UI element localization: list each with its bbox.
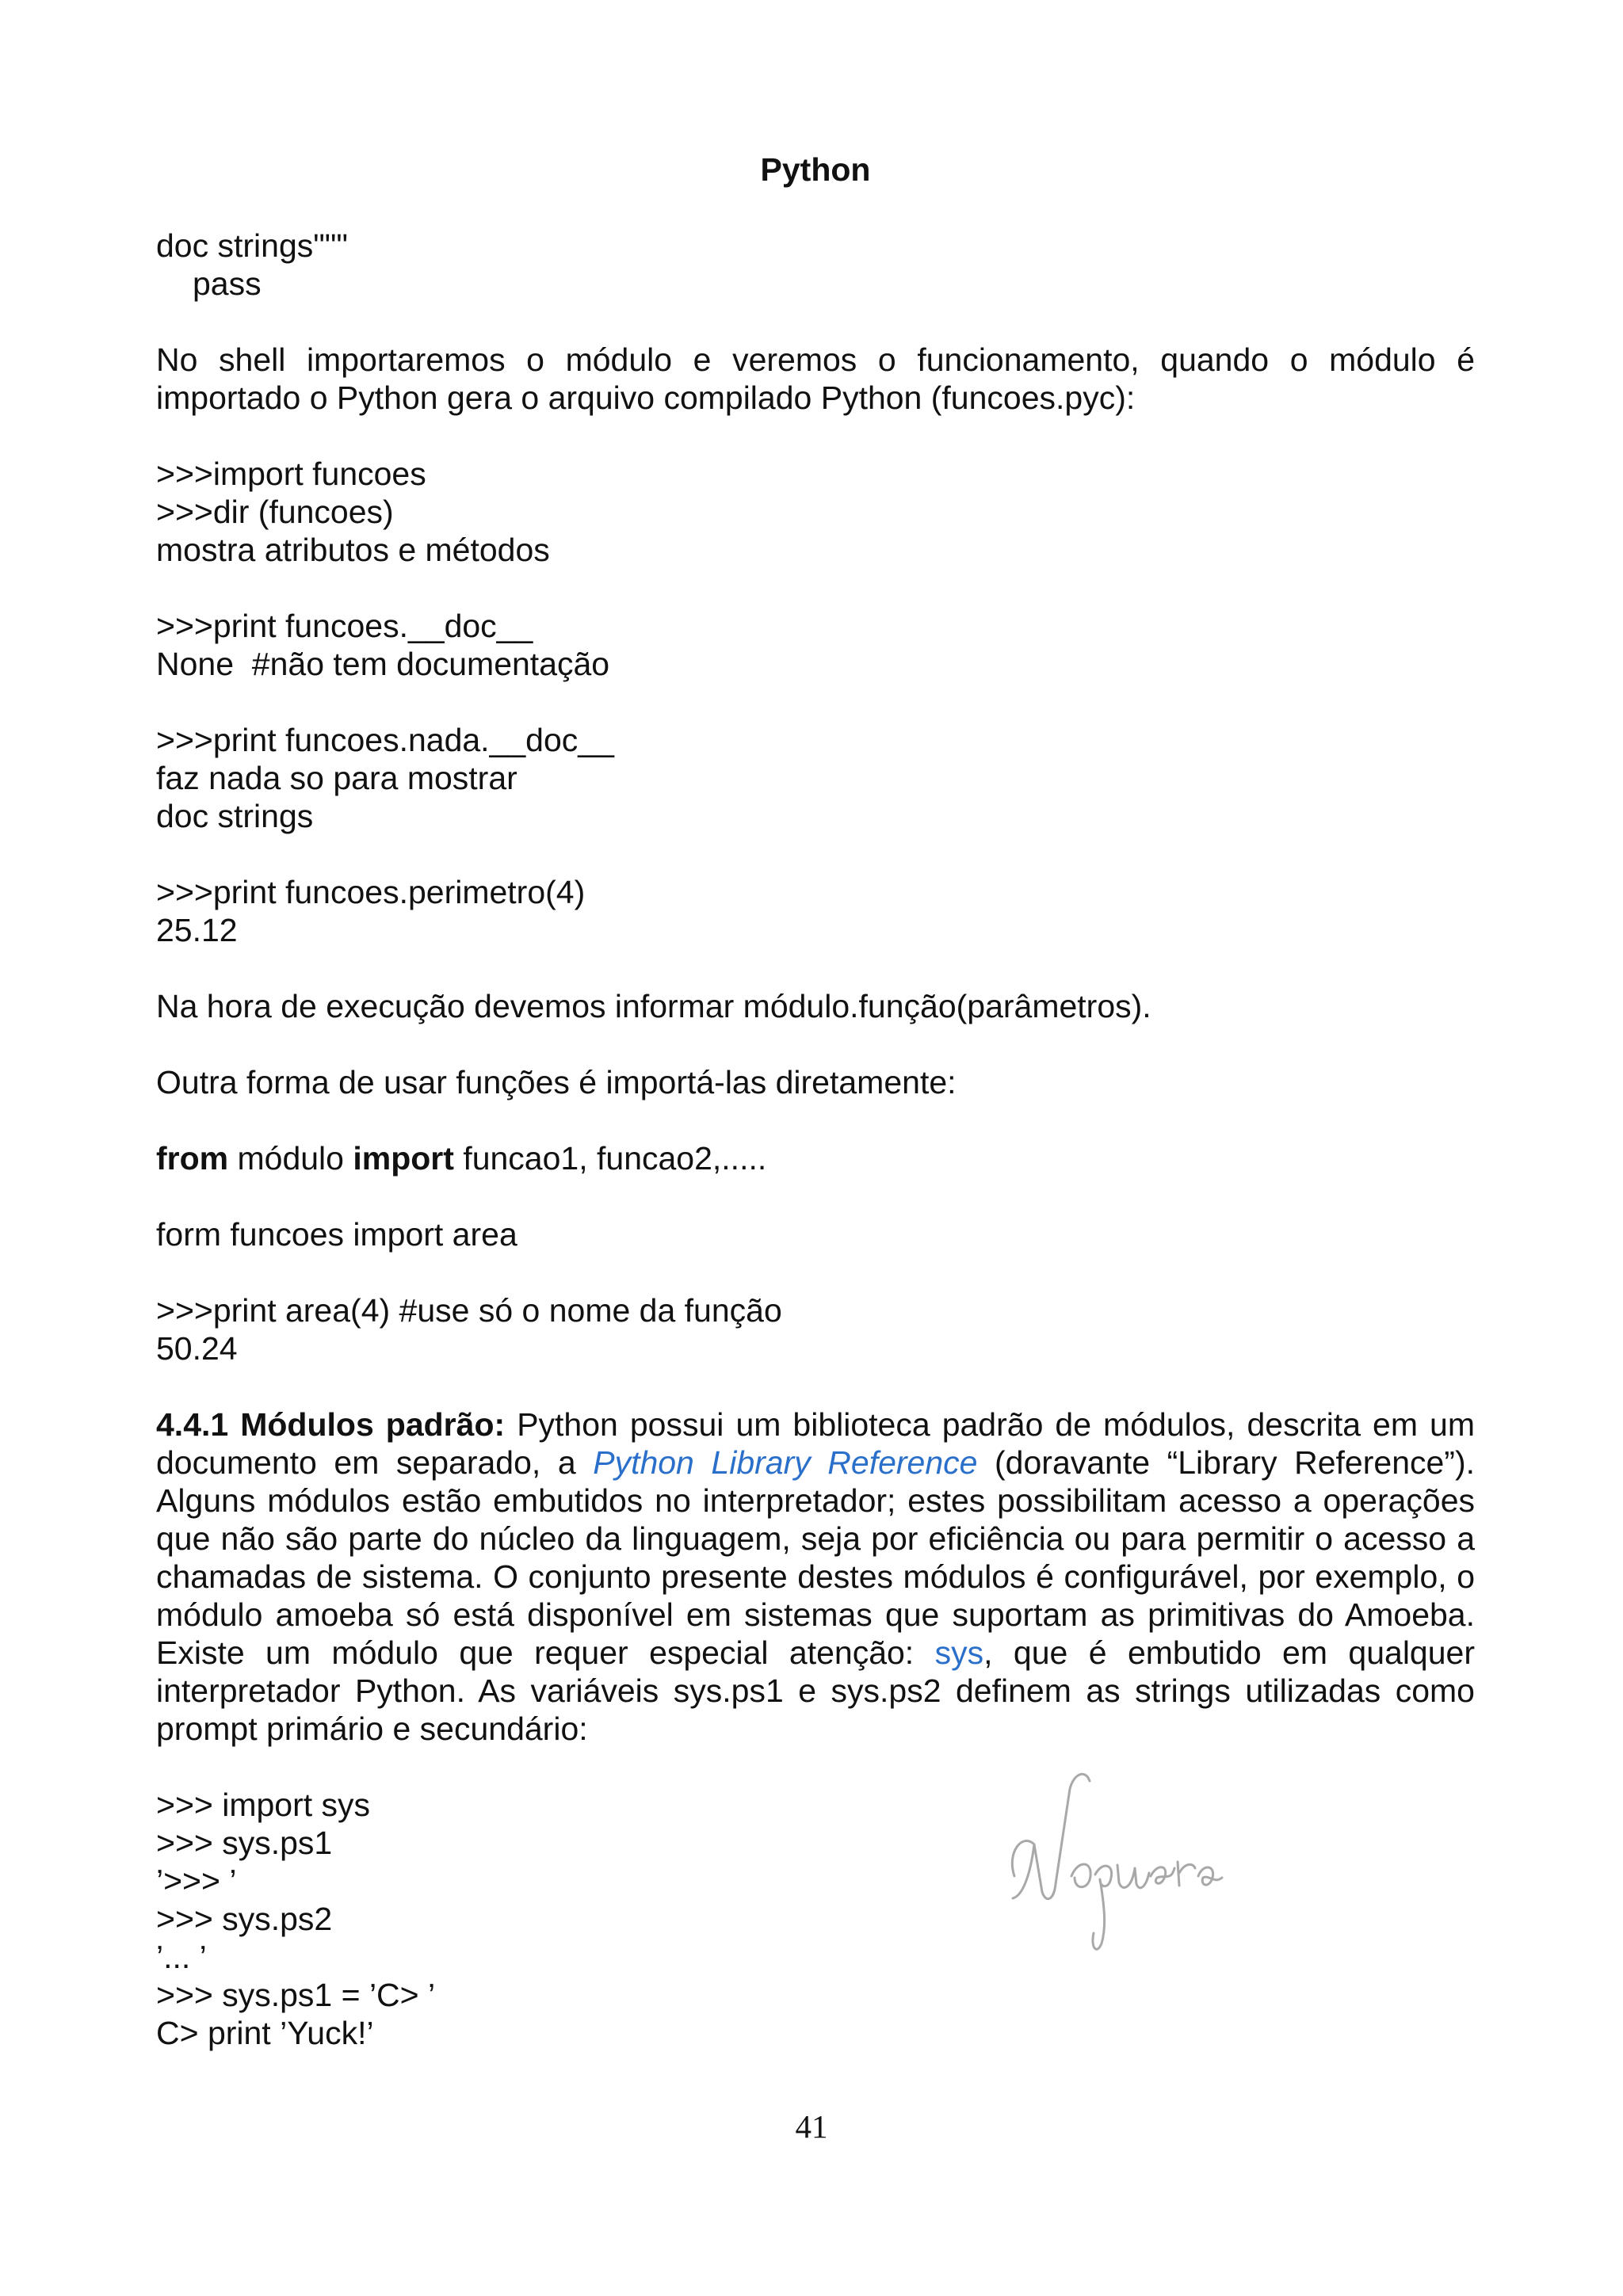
code-line: doc strings""" [156,227,348,264]
code-line: ’... ’ [156,1939,207,1975]
from-import-syntax [156,1139,1475,1177]
code-block-sys [156,1786,1475,2052]
code-line: >>>dir (funcoes) [156,494,394,530]
code-line: >>> sys.ps1 [156,1825,333,1861]
section-heading: 4.4.1 Módulos padrão: [156,1406,506,1443]
code-block-doc [156,607,1475,683]
code-line: 25.12 [156,912,238,948]
section-modulos-padrao [156,1405,1475,1748]
paragraph-hora: Na hora de execução devemos informar módulo.função(parâmetros). [156,988,1151,1024]
section-text: , que é embutido em qualquer interpretador Python. As variáveis sys.ps1 e sys.ps2 definem as strings utilizadas como prompt primário e secundário: [156,1634,1475,1747]
code-line: None #não tem documentação [156,646,610,682]
code-block-docstring [156,227,1475,303]
code-line: >>>print funcoes.perimetro(4) [156,874,586,910]
code-line: mostra atributos e métodos [156,532,550,568]
code-block-area [156,1291,1475,1367]
code-line: >>>print funcoes.__doc__ [156,608,533,644]
code-line: >>> import sys [156,1787,371,1823]
paragraph-outra: Outra forma de usar funções é importá-las diretamente: [156,1064,957,1100]
code-line: >>> sys.ps1 = ’C> ’ [156,1977,436,2013]
code-line: >>>print funcoes.nada.__doc__ [156,722,614,758]
syntax-text: funcao1, funcao2,..... [453,1140,767,1177]
keyword-from: from [156,1140,229,1177]
code-line: 50.24 [156,1330,238,1367]
section-text: (doravante “Library Reference”). Alguns módulos estão embutidos no interpretador; estes possibilitam acesso a operações que não são parte do núcleo da linguagem, seja por eficiência ou para permitir o acesso a chamadas de sistema. O conjunto presente destes módulos é configurável, por exemplo, o módulo amoeba só está disponível em sistemas que suportam as primitivas do Amoeba. Existe um módulo que requer especial atenção: [156,1444,1475,1671]
code-block-import [156,455,1475,569]
code-line: >>>print area(4) #use só o nome da função [156,1292,782,1329]
keyword-import: import [353,1140,454,1177]
code-line: >>> sys.ps2 [156,1901,333,1937]
page-title: Python [760,151,871,188]
page-number: 41 [795,2108,828,2145]
syntax-text: módulo [228,1140,353,1177]
sys-link[interactable]: sys [934,1634,984,1671]
code-line: pass [193,265,262,302]
code-line: C> print ’Yuck!’ [156,2015,374,2051]
library-reference-link[interactable]: Python Library Reference [593,1444,978,1481]
code-line: >>>import funcoes [156,456,426,492]
code-line: ’>>> ’ [156,1863,237,1899]
code-block-nada [156,721,1475,835]
paragraph-shell: No shell importaremos o módulo e veremos o funcionamento, quando o módulo é importado o Python gera o arquivo compilado Python (funcoes.pyc): [156,341,1475,416]
code-line: faz nada so para mostrar [156,760,517,796]
form-line: form funcoes import area [156,1216,517,1253]
section-text: Python possui um biblioteca padrão de módulos, descrita em um documento em separado, a [156,1406,1476,1481]
code-line: doc strings [156,798,314,834]
code-block-perimetro [156,873,1475,949]
signature-watermark [999,1757,1236,1963]
document-page [156,151,1475,2090]
